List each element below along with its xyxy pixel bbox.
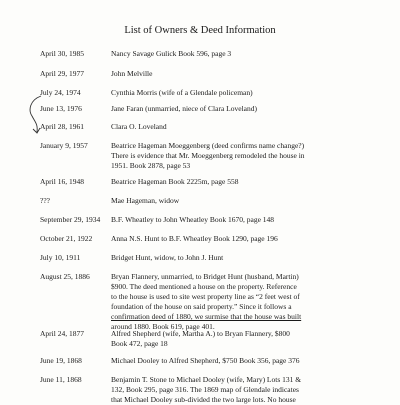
deed-date: June 11, 1868 — [40, 375, 82, 384]
deed-date: April 16, 1948 — [40, 177, 84, 186]
deed-description — [111, 375, 347, 405]
deed-line: to the house is used to site west property line as “2 feet west of — [111, 292, 300, 301]
deed-line: 1951. Book 2878, page 53 — [111, 161, 191, 170]
deed-description — [111, 253, 347, 263]
deed-line: Benjamin T. Stone to Michael Dooley (wife, Mary) Lots 131 & — [111, 375, 302, 384]
deed-line: Nancy Savage Gulick Book 596, page 3 — [111, 49, 232, 58]
deed-date: August 25, 1886 — [40, 272, 90, 281]
deed-line: $900. The deed mentioned a house on the property. Reference — [111, 282, 297, 291]
deed-description — [111, 122, 347, 132]
deed-line: Book 472, page 18 — [111, 339, 168, 348]
deed-line: around 1880. Book 619, page 401. — [111, 322, 215, 331]
deed-description — [111, 215, 347, 225]
deed-line: Mae Hageman, widow — [111, 196, 180, 205]
deed-date: April 28, 1961 — [40, 122, 84, 131]
deed-line: Beatrice Hageman Moeggenberg (deed confirms name change?) — [111, 141, 305, 150]
deed-date: September 29, 1934 — [40, 215, 101, 224]
deed-date: January 9, 1957 — [40, 141, 88, 150]
deed-description — [111, 141, 347, 171]
deed-date: June 13, 1976 — [40, 104, 82, 113]
page-title: List of Owners & Deed Information — [124, 25, 276, 36]
deed-line: B.F. Wheatley to John Wheatley Book 1670, page 148 — [111, 215, 275, 224]
deed-line: Cynthia Morris (wife of a Glendale policeman) — [111, 88, 253, 97]
deed-line: Michael Dooley to Alfred Shepherd, $750 Book 356, page 376 — [111, 356, 300, 365]
deed-line: foundation of the house on said property.” Since it follows a — [111, 302, 292, 311]
deed-description — [111, 196, 347, 206]
deed-date: July 10, 1911 — [40, 253, 81, 262]
deed-line: that Michael Dooley sub-divided the two large lots. No house — [111, 395, 296, 404]
deed-line: John Melville — [111, 69, 153, 78]
deed-date: June 19, 1868 — [40, 356, 82, 365]
deed-line: Alfred Shepherd (wife, Martha A.) to Bryan Flannery, $800 — [111, 329, 290, 338]
deed-line: There is evidence that Mr. Moeggenberg remodeled the house in — [111, 151, 305, 160]
deed-description — [111, 104, 347, 114]
deed-description — [111, 49, 347, 59]
deed-description — [111, 356, 347, 366]
deed-line: Bridget Hunt, widow, to John J. Hunt — [111, 253, 224, 262]
deed-line: Bryan Flannery, unmarried, to Bridget Hunt (husband, Martin) — [111, 272, 299, 281]
deed-line: Anna N.S. Hunt to B.F. Wheatley Book 1290, page 196 — [111, 234, 278, 243]
deed-date: April 30, 1985 — [40, 49, 84, 58]
deed-line: Jane Faran (unmarried, niece of Clara Loveland) — [111, 104, 257, 113]
deed-description — [111, 88, 347, 98]
deed-line: confirmation deed of 1880, we surmise that the house was built — [111, 312, 302, 321]
deed-date: October 21, 1922 — [40, 234, 93, 243]
deed-description — [111, 69, 347, 79]
deed-line: Beatrice Hageman Book 2225m, page 558 — [111, 177, 239, 186]
deed-line: Clara O. Loveland — [111, 122, 167, 131]
deed-description — [111, 177, 347, 187]
deed-description — [111, 272, 347, 332]
deed-description — [111, 234, 347, 244]
deed-date: April 29, 1977 — [40, 69, 84, 78]
deed-date: April 24, 1877 — [40, 329, 84, 338]
deed-date: ??? — [40, 196, 50, 205]
deed-description — [111, 329, 347, 349]
deed-date: July 24, 1974 — [40, 88, 81, 97]
deed-line: 132, Book 295, page 316. The 1869 map of Glendale indicates — [111, 385, 299, 394]
